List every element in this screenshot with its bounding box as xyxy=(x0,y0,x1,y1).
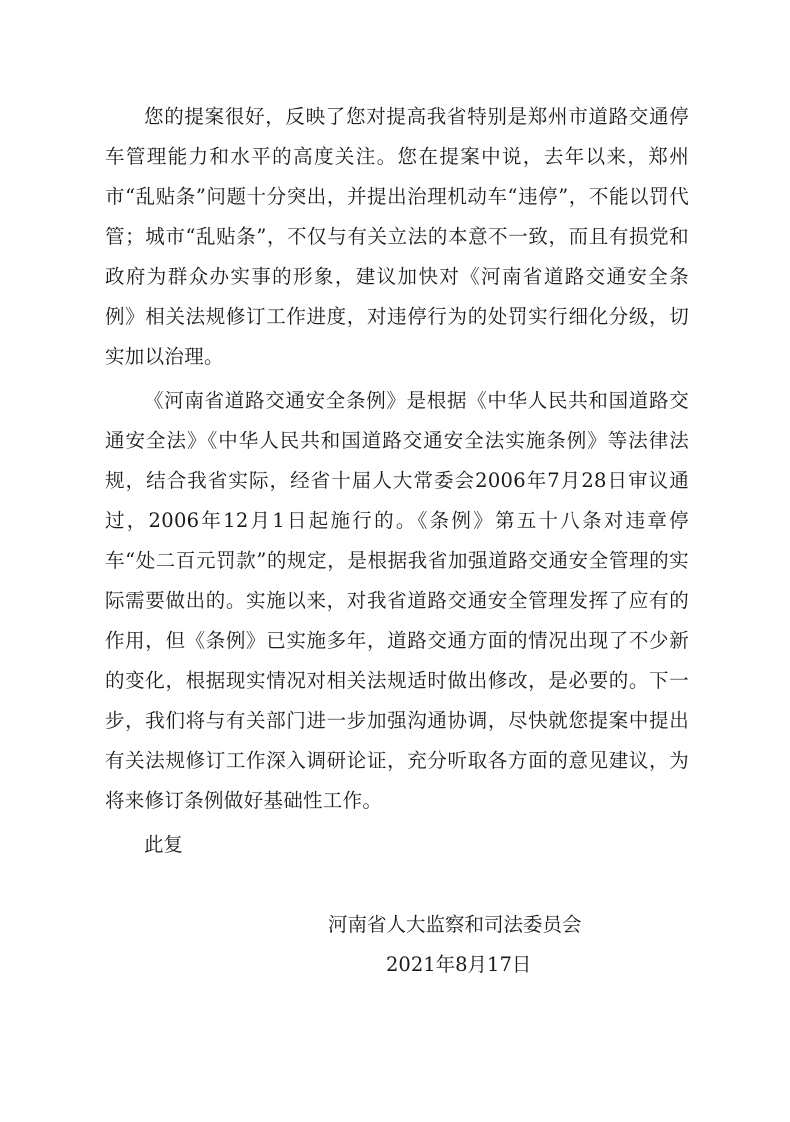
signature-organization: 河南省人大监察和司法委员会 xyxy=(328,913,582,936)
document-body xyxy=(105,97,689,865)
closing-remark: 此复 xyxy=(144,833,184,856)
signature-block xyxy=(318,905,638,985)
signature-date: 2021年8月17日 xyxy=(386,953,532,976)
body-paragraph-1: 您的提案很好，反映了您对提高我省特别是郑州市道路交通停车管理能力和水平的高度关注。您在提案中说，去年以来，郑州市“乱贴条”问题十分突出，并提出治理机动车“违停”，不能以罚代管；城市“乱贴条”，不仅与有关立法的本意不一致，而且有损党和政府为群众办实事的形象，建议加快对《河南省道路交通安全条例》相关法规修订工作进度，对违停行为的处罚实行细化分级，切实加以治理。 xyxy=(105,105,689,368)
body-paragraph-2: 《河南省道路交通安全条例》是根据《中华人民共和国道路交通安全法》《中华人民共和国道路交通安全法实施条例》等法律法规，结合我省实际，经省十届人大常委会2006年7月28日审议通过，2006年12月1日起施行的。《条例》第五十八条对违章停车“处二百元罚款”的规定，是根据我省加强道路交通安全管理的实际需要做出的。实施以来，对我省道路交通安全管理发挥了应有的作用，但《条例》已实施多年，道路交通方面的情况出现了不少新的变化，根据现实情况对相关法规适时做出修改，是必要的。下一步，我们将与有关部门进一步加强沟通协调，尽快就您提案中提出有关法规修订工作深入调研论证，充分听取各方面的意见建议，为将来修订条例做好基础性工作。 xyxy=(105,389,689,812)
